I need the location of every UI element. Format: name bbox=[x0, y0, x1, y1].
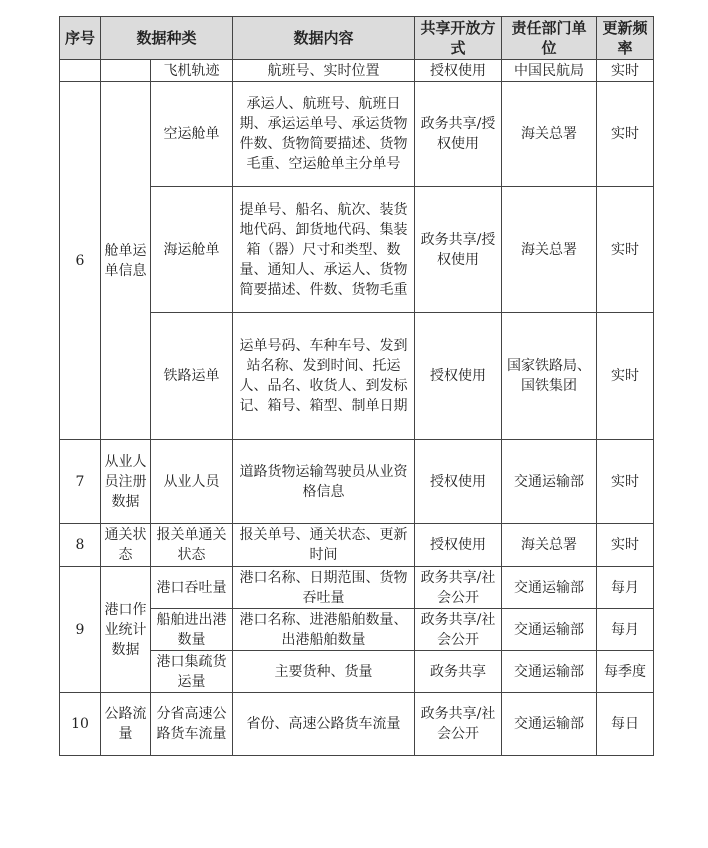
subcategory-cell: 铁路运单 bbox=[151, 313, 233, 440]
freq-cell: 实时 bbox=[597, 60, 654, 82]
content-cell: 运单号码、车种车号、发到站名称、发到时间、托运人、品名、收货人、到发标记、箱号、箱型、制单日期 bbox=[233, 313, 415, 440]
seq-cell-empty bbox=[60, 60, 101, 82]
dept-cell: 海关总署 bbox=[502, 524, 597, 567]
content-cell: 提单号、船名、航次、装货地代码、卸货地代码、集装箱（器）尺寸和类型、数量、通知人、承运人、货物简要描述、件数、货物毛重 bbox=[233, 187, 415, 313]
dept-cell: 交通运输部 bbox=[502, 651, 597, 693]
table-row-highway-traffic bbox=[60, 693, 654, 756]
content-cell: 港口名称、日期范围、货物吞吐量 bbox=[233, 567, 415, 609]
subcategory-cell: 飞机轨迹 bbox=[151, 60, 233, 82]
subcategory-cell: 报关单通关状态 bbox=[151, 524, 233, 567]
category-cell-empty bbox=[101, 60, 151, 82]
freq-cell: 每季度 bbox=[597, 651, 654, 693]
dept-cell: 海关总署 bbox=[502, 82, 597, 187]
category-cell: 舱单运单信息 bbox=[101, 82, 151, 440]
subcategory-cell: 空运舱单 bbox=[151, 82, 233, 187]
subcategory-cell: 船舶进出港数量 bbox=[151, 609, 233, 651]
freq-cell: 实时 bbox=[597, 440, 654, 524]
subcategory-cell: 港口吞吐量 bbox=[151, 567, 233, 609]
freq-cell: 每日 bbox=[597, 693, 654, 756]
content-cell: 主要货种、货量 bbox=[233, 651, 415, 693]
subcategory-cell: 从业人员 bbox=[151, 440, 233, 524]
content-cell: 报关单号、通关状态、更新时间 bbox=[233, 524, 415, 567]
seq-cell: 10 bbox=[60, 693, 101, 756]
dept-cell: 国家铁路局、国铁集团 bbox=[502, 313, 597, 440]
table-row-customs-status bbox=[60, 524, 654, 567]
table-row-practitioners bbox=[60, 440, 654, 524]
seq-cell: 9 bbox=[60, 567, 101, 693]
share-mode-cell: 授权使用 bbox=[415, 60, 502, 82]
dept-cell: 交通运输部 bbox=[502, 440, 597, 524]
share-mode-cell: 授权使用 bbox=[415, 524, 502, 567]
content-cell: 港口名称、进港船舶数量、出港船舶数量 bbox=[233, 609, 415, 651]
content-cell: 航班号、实时位置 bbox=[233, 60, 415, 82]
freq-cell: 每月 bbox=[597, 609, 654, 651]
subcategory-cell: 港口集疏货运量 bbox=[151, 651, 233, 693]
subcategory-cell: 分省高速公路货车流量 bbox=[151, 693, 233, 756]
col-seq: 序号 bbox=[60, 17, 101, 60]
subcategory-cell: 海运舱单 bbox=[151, 187, 233, 313]
share-mode-cell: 政务共享/授权使用 bbox=[415, 187, 502, 313]
share-mode-cell: 授权使用 bbox=[415, 440, 502, 524]
data-sharing-table bbox=[59, 16, 654, 756]
freq-cell: 每月 bbox=[597, 567, 654, 609]
share-mode-cell: 政务共享/社会公开 bbox=[415, 609, 502, 651]
table-row-port-throughput bbox=[60, 567, 654, 609]
col-share-mode: 共享开放方式 bbox=[415, 17, 502, 60]
category-cell: 从业人员注册数据 bbox=[101, 440, 151, 524]
dept-cell: 交通运输部 bbox=[502, 693, 597, 756]
seq-cell: 6 bbox=[60, 82, 101, 440]
category-cell: 通关状态 bbox=[101, 524, 151, 567]
category-cell: 公路流量 bbox=[101, 693, 151, 756]
freq-cell: 实时 bbox=[597, 313, 654, 440]
content-cell: 道路货物运输驾驶员从业资格信息 bbox=[233, 440, 415, 524]
col-content: 数据内容 bbox=[233, 17, 415, 60]
header-row bbox=[60, 17, 654, 60]
table-row-air-manifest bbox=[60, 82, 654, 187]
col-dept: 责任部门单位 bbox=[502, 17, 597, 60]
col-data-kind: 数据种类 bbox=[101, 17, 233, 60]
col-freq: 更新频率 bbox=[597, 17, 654, 60]
content-cell: 省份、高速公路货车流量 bbox=[233, 693, 415, 756]
dept-cell: 交通运输部 bbox=[502, 567, 597, 609]
seq-cell: 7 bbox=[60, 440, 101, 524]
content-cell: 承运人、航班号、航班日期、承运运单号、承运货物件数、货物简要描述、货物毛重、空运舱单主分单号 bbox=[233, 82, 415, 187]
freq-cell: 实时 bbox=[597, 187, 654, 313]
share-mode-cell: 政务共享/社会公开 bbox=[415, 567, 502, 609]
table-row-flight-track bbox=[60, 60, 654, 82]
dept-cell: 海关总署 bbox=[502, 187, 597, 313]
dept-cell: 交通运输部 bbox=[502, 609, 597, 651]
seq-cell: 8 bbox=[60, 524, 101, 567]
category-cell: 港口作业统计数据 bbox=[101, 567, 151, 693]
dept-cell: 中国民航局 bbox=[502, 60, 597, 82]
share-mode-cell: 政务共享/社会公开 bbox=[415, 693, 502, 756]
share-mode-cell: 政务共享/授权使用 bbox=[415, 82, 502, 187]
share-mode-cell: 政务共享 bbox=[415, 651, 502, 693]
freq-cell: 实时 bbox=[597, 524, 654, 567]
freq-cell: 实时 bbox=[597, 82, 654, 187]
share-mode-cell: 授权使用 bbox=[415, 313, 502, 440]
